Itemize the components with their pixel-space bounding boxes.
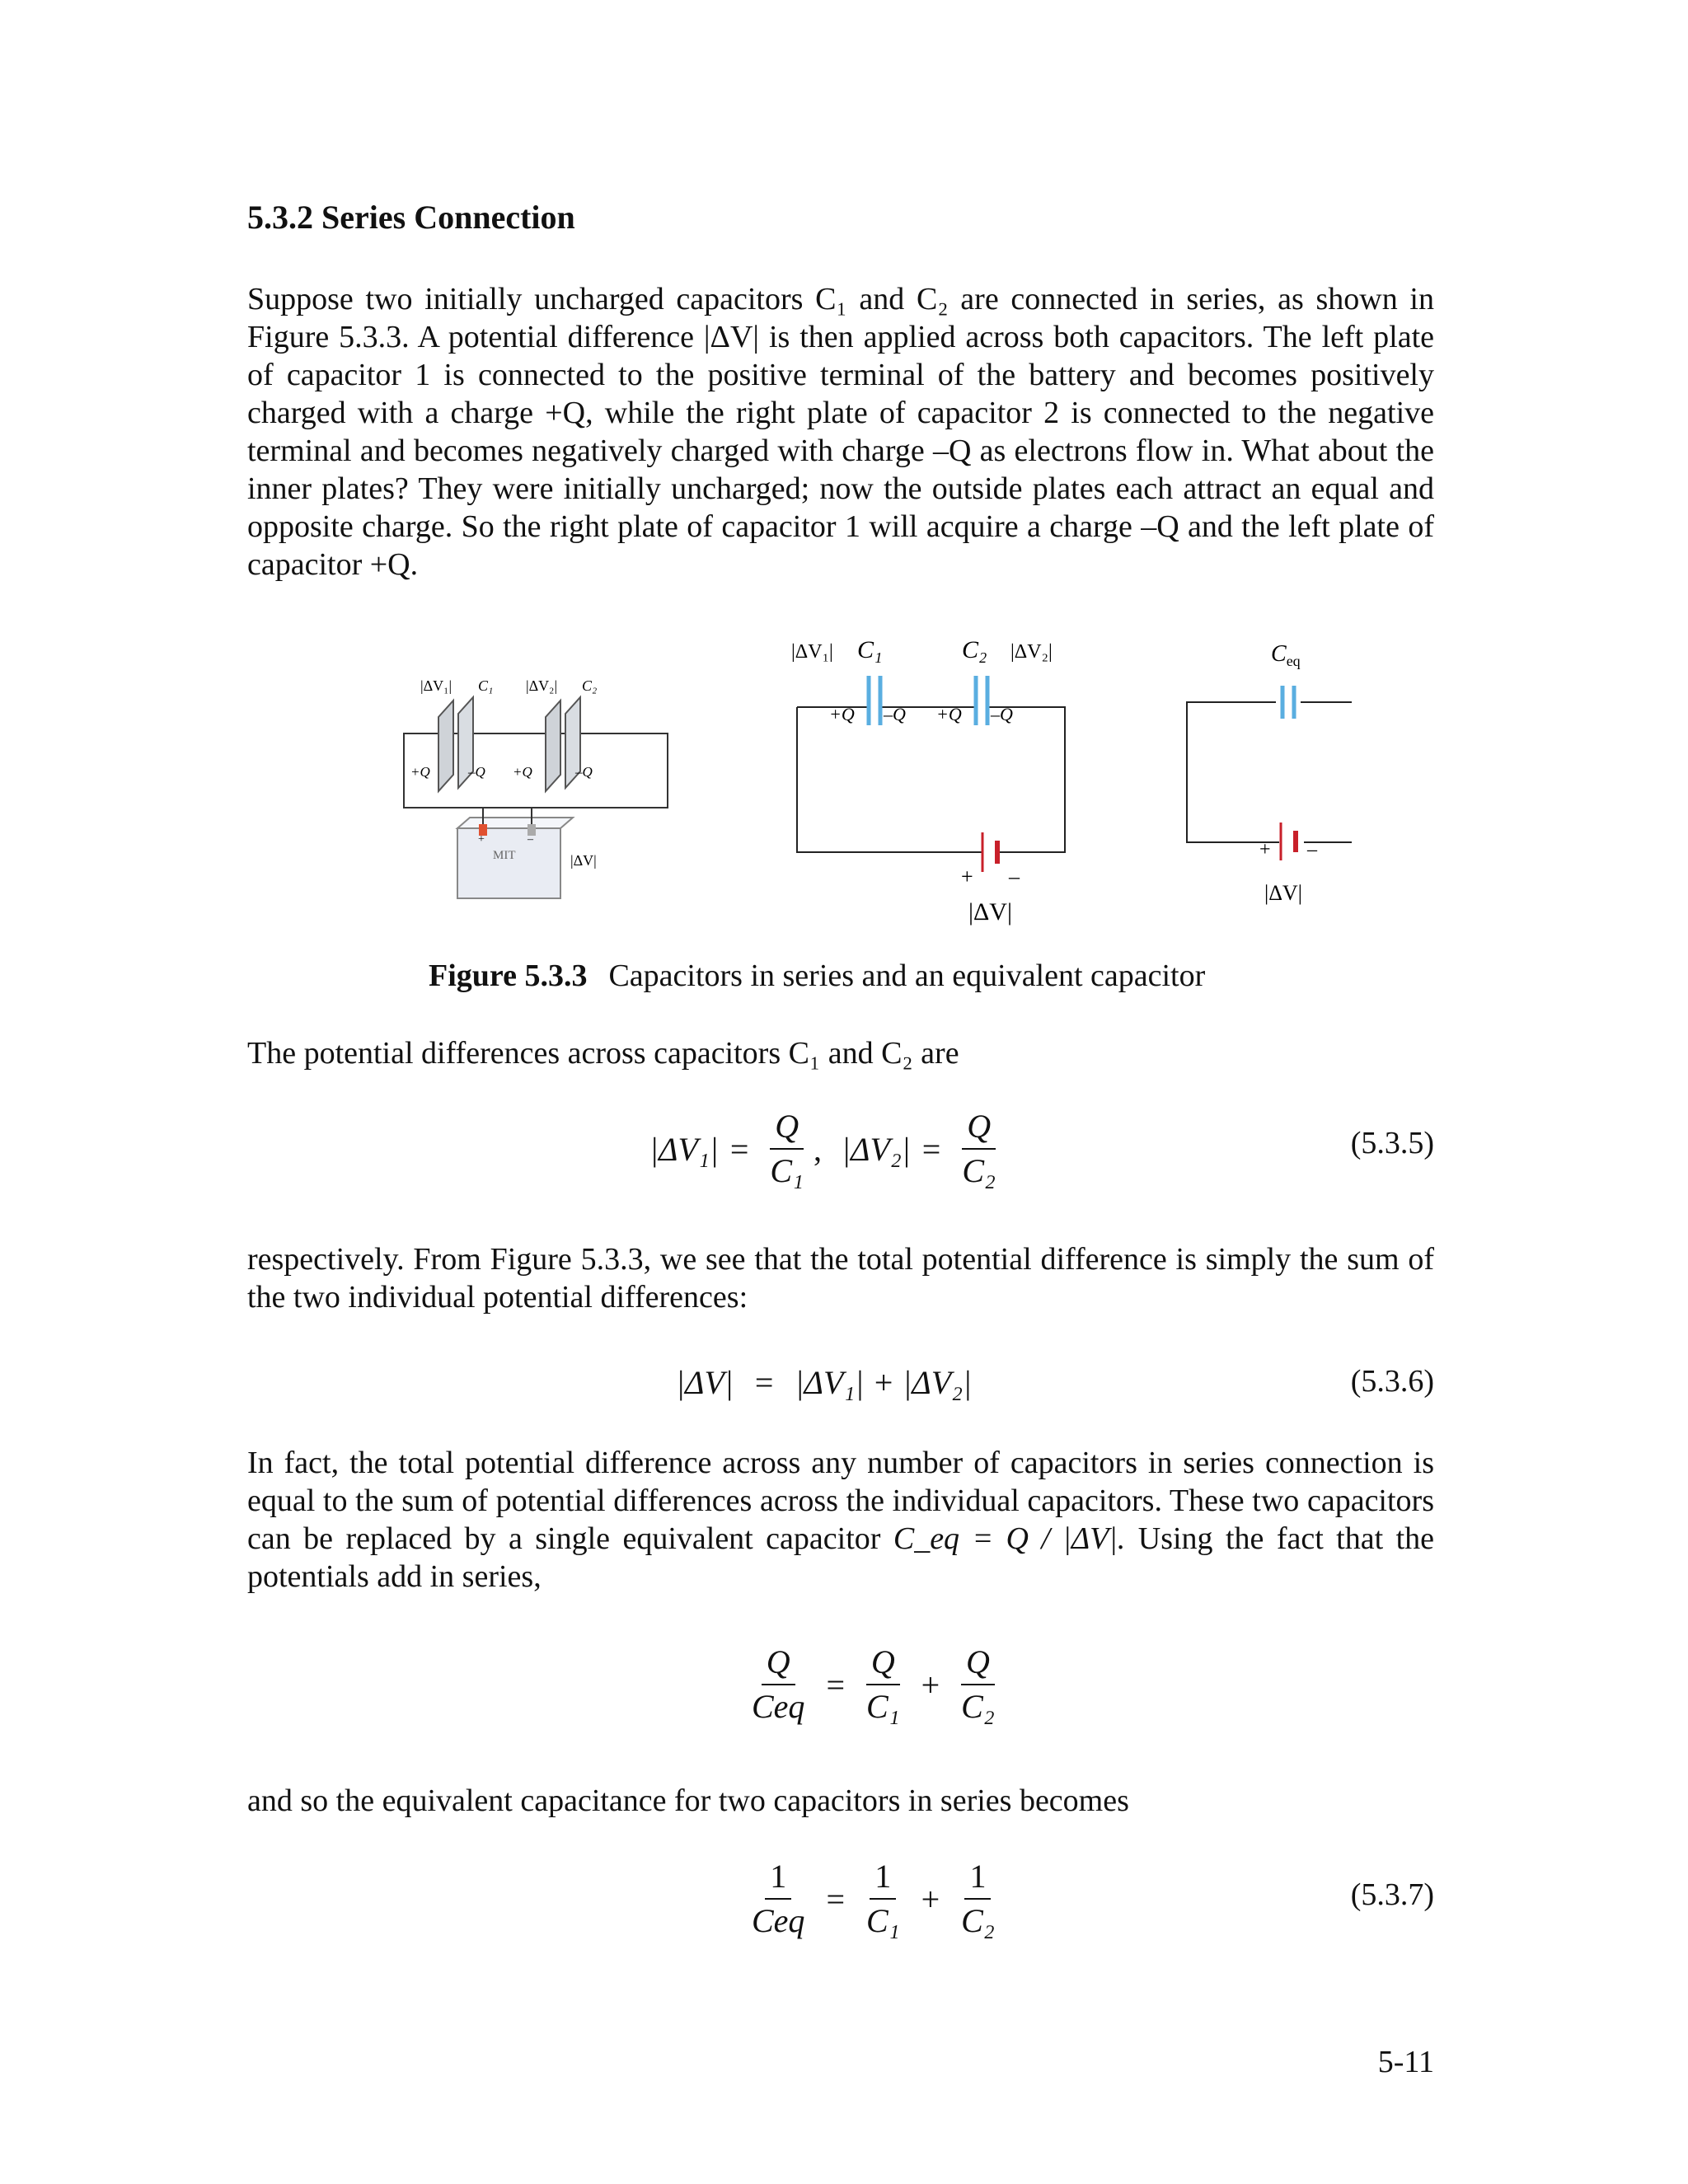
- middle-q1: +Q: [829, 704, 855, 724]
- middle-q2: –Q: [884, 704, 906, 724]
- left-plate-1a: [438, 701, 453, 791]
- qsum-plus: +: [921, 1666, 940, 1704]
- qsum-frac-1: $\frac{Q}{\text{C₁}}$: [866, 1643, 900, 1725]
- left-dv1-label: |ΔV₁|: [420, 677, 452, 694]
- eq535-number: (5.3.5): [1350, 1126, 1434, 1160]
- left-q-pos-2: +Q: [513, 764, 532, 780]
- equation-5-3-7: [247, 1858, 1434, 1949]
- middle-dv1-label: |ΔV₁|: [791, 641, 833, 663]
- left-dv2-label: |ΔV₂|: [526, 677, 558, 694]
- paragraph-intro: Suppose two initially uncharged capacitors C₁ and C₂ are connected in series, as shown in Figure 5.3.3. A potential difference |ΔV| is then applied across both capacitors. The left plate of capacitor 1 is connected to the positive terminal of the battery and becomes positively charged with a charge +Q, while the right plate of capacitor 2 is connected to the negative terminal and becomes negatively charged with charge –Q as electrons flow in. What about the inner plates? They were initially uncharged; now the outside plates each attract an equal and opposite charge. So the right plate of capacitor 1 will acquire a charge –Q and the left plate of capacitor +Q.: [247, 282, 1434, 582]
- middle-dv-label: |ΔV|: [968, 898, 1012, 926]
- eq536-number: (5.3.6): [1350, 1364, 1434, 1399]
- paragraph-in-fact-tail: Using the fact that the potentials add in series,: [247, 1521, 1435, 1594]
- right-wire-loop: [1187, 702, 1352, 842]
- eq535-equals-1: =: [729, 1130, 749, 1168]
- eq537-number: (5.3.7): [1350, 1877, 1434, 1912]
- left-battery-brand: MIT: [493, 849, 516, 862]
- right-ceq-label: $C_{eq}$: [1271, 641, 1301, 669]
- paragraph-equivalent-capacitance: and so the equivalent capacitance for two capacitors in series becomes: [247, 1783, 1129, 1818]
- eq535-lhs1: |ΔV₁|: [649, 1130, 719, 1168]
- qsum-frac-eq: $\frac{Q}{\text{Ceq}}$: [752, 1643, 805, 1725]
- paragraph-in-fact-text: In fact, the total potential difference across any number of capacitors in series connection is equal to the sum of potential differences across the individual capacitors. These two capacitors can be replaced by a single equivalent capacitor: [247, 1446, 1434, 1556]
- figure-caption-text: Capacitors in series and an equivalent capacitor: [608, 958, 1206, 993]
- middle-q4: –Q: [991, 704, 1013, 724]
- equation-5-3-6: [247, 1360, 1434, 1409]
- left-plate-2a: [546, 701, 560, 791]
- right-dv-label: |ΔV|: [1264, 881, 1302, 905]
- eq537-frac-1: $\frac{1}{\text{C₁}}$: [866, 1858, 900, 1939]
- right-minus: –: [1307, 839, 1317, 860]
- paragraph-sum-statement: respectively. From Figure 5.3.3, we see that the total potential difference is simply the sum of the two individual potential differences:: [247, 1242, 1434, 1315]
- middle-c2-label: C₂: [962, 636, 987, 663]
- left-c1-label: C₁: [478, 677, 494, 694]
- paragraph-potential-differences: The potential differences across capacitors C₁ and C₂ are: [247, 1036, 959, 1071]
- left-q-pos-1: +Q: [410, 764, 430, 780]
- left-battery-top: [457, 818, 573, 828]
- left-battery-box: [457, 828, 560, 898]
- eq536-equals: =: [754, 1364, 774, 1401]
- eq537-plus: +: [921, 1880, 940, 1918]
- eq536-lhs: |ΔV|: [676, 1364, 734, 1401]
- page-number: 5-11: [1377, 2045, 1434, 2079]
- left-c2-label: C₂: [582, 677, 598, 694]
- ceq-inline-equation: C_eq = Q / |ΔV|.: [893, 1521, 1126, 1556]
- eq535-lhs2: |ΔV₂|: [841, 1130, 911, 1168]
- figure-caption-label: Figure 5.3.3: [429, 958, 588, 993]
- figure-5-3-3: [363, 626, 1352, 940]
- eq537-frac-eq: $\frac{1}{\text{Ceq}}$: [752, 1858, 805, 1939]
- middle-minus: –: [1009, 865, 1020, 888]
- left-dv-label: |ΔV|: [570, 852, 597, 869]
- figure-caption: [429, 958, 1205, 994]
- left-battery-minus: –: [528, 833, 533, 846]
- eq535-frac-2: $\frac{Q}{\text{C₂}}$: [962, 1108, 996, 1189]
- middle-dv2-label: |ΔV₂|: [1010, 641, 1053, 663]
- eq535-frac-1: $\frac{Q}{\text{C₁}}$: [770, 1108, 804, 1189]
- middle-c1-label: C₁: [857, 636, 883, 663]
- middle-wire-loop: [797, 707, 982, 852]
- figure-left-3d-circuit: [404, 677, 668, 898]
- left-q-neg-1: –Q: [468, 764, 485, 780]
- eq535-equals-2: =: [921, 1130, 941, 1168]
- eq537-frac-2: $\frac{1}{\text{C₂}}$: [961, 1858, 995, 1939]
- equation-q-sum: [247, 1644, 1434, 1735]
- eq536-rhs: |ΔV₁| + |ΔV₂|: [795, 1364, 973, 1401]
- eq537-equals: =: [826, 1880, 845, 1918]
- left-q-neg-2: –Q: [575, 764, 593, 780]
- right-plus: +: [1259, 839, 1271, 860]
- middle-plus: +: [961, 865, 973, 888]
- paragraph-in-fact: [247, 1444, 1434, 1596]
- equation-5-3-5: [247, 1108, 1434, 1199]
- figure-middle-schematic: [791, 636, 1065, 926]
- figure-right-equivalent: [1187, 641, 1352, 905]
- section-heading: 5.3.2 Series Connection: [247, 199, 575, 236]
- middle-q3: +Q: [936, 704, 962, 724]
- qsum-equals: =: [826, 1666, 845, 1704]
- left-battery-plus: +: [478, 833, 485, 846]
- eq535-comma: ,: [813, 1130, 822, 1168]
- qsum-frac-2: $\frac{Q}{\text{C₂}}$: [961, 1643, 995, 1725]
